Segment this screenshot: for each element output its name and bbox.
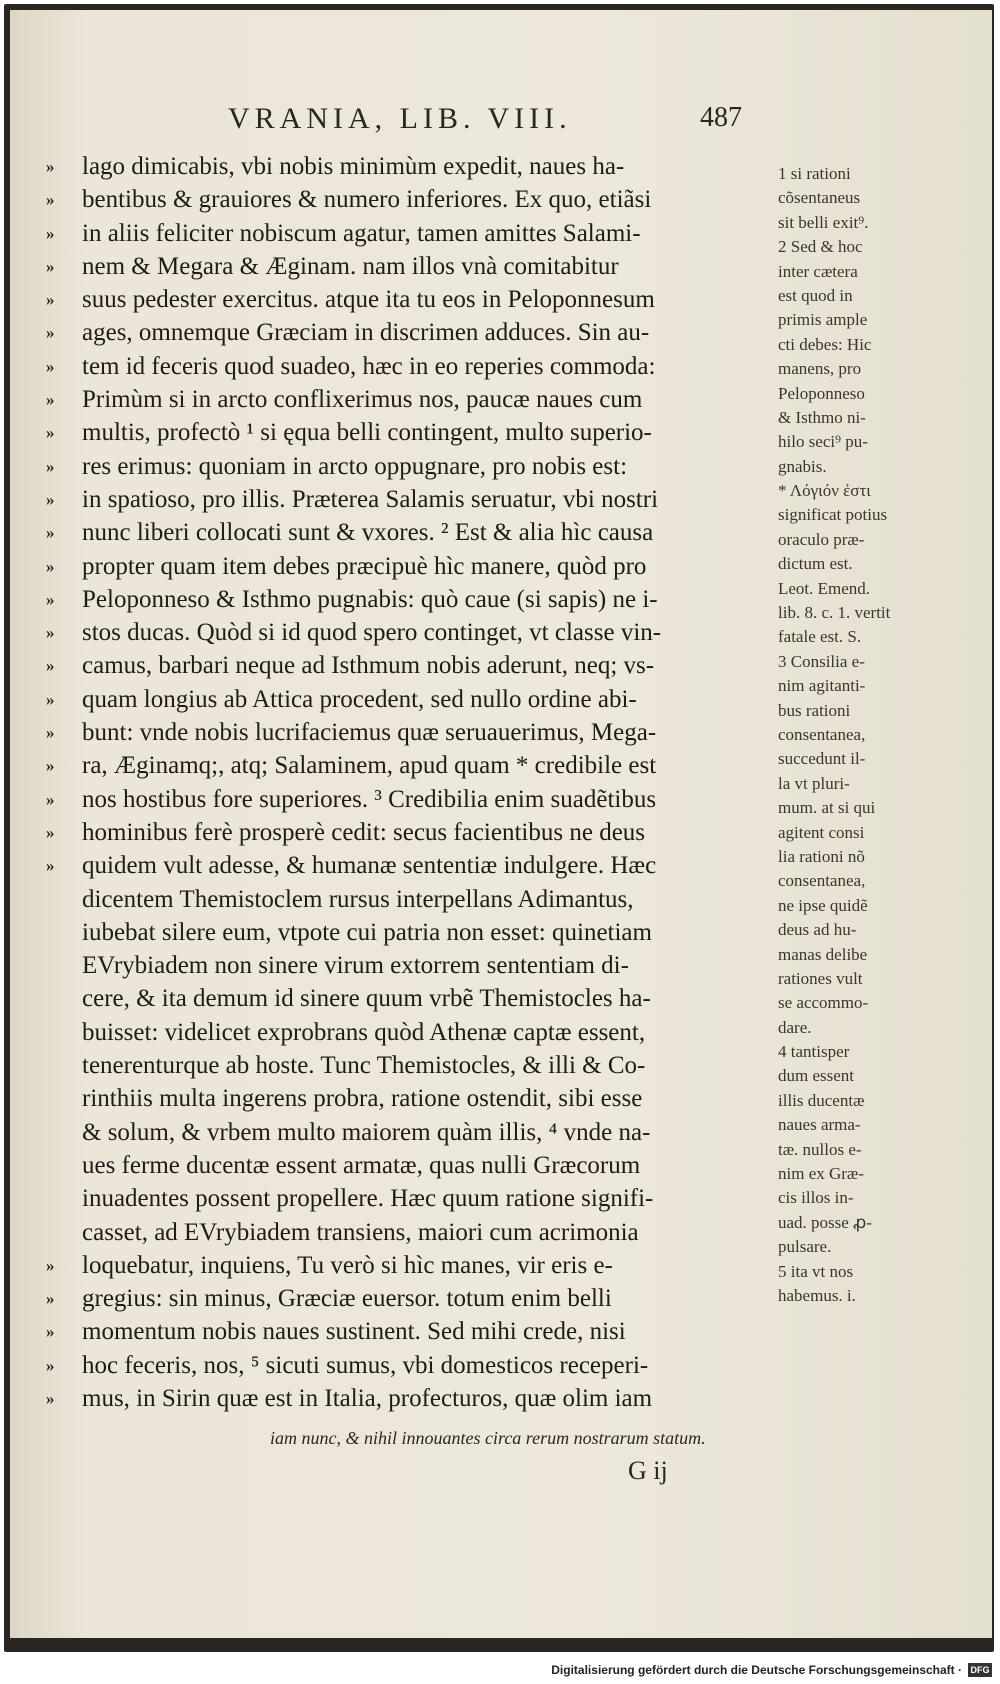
page-number: 487 [700,102,742,133]
marginal-note-line: cõsentaneus [778,188,861,208]
marginal-note-line: 4 tantisper [778,1042,850,1062]
text-line: multis, profectò ¹ si ęqua belli contingent, multo superio- [82,419,652,447]
quotation-mark [46,916,76,949]
dfg-logo-icon: DFG [968,1663,992,1677]
text-line: bunt: vnde nobis lucrifaciemus quæ seruauerimus, Mega- [82,719,657,747]
text-line: gregius: sin minus, Græciæ euersor. totum enim belli [82,1285,612,1313]
quotation-mark [46,949,76,982]
text-line: EVrybiadem non sinere virum extorrem sententiam di- [82,952,629,980]
text-line: propter quam item debes præcipuè hìc manere, quòd pro [82,552,647,580]
quotation-mark: » [46,1355,55,1375]
text-line: nem & Megara & Æginam. nam illos vnà comitabitur [82,252,619,280]
marginal-note-line: fatale est. S. [778,627,862,647]
text-line: ages, omnemque Græciam in discrimen adduces. Sin au- [82,319,650,347]
text-line: Peloponneso & Isthmo pugnabis: quò caue (si sapis) ne i- [82,585,658,613]
quotation-marks-column [46,150,76,1415]
marginal-note-line: sit belli exit⁹. [778,212,869,232]
marginal-note-line: habemus. i. [778,1285,856,1305]
quotation-mark: » [46,623,55,643]
quotation-mark [46,1049,76,1082]
quotation-mark [46,982,76,1015]
marginal-note-line: illis ducentæ [778,1090,865,1110]
text-line: res erimus: quoniam in arcto oppugnare, pro nobis est: [82,452,628,480]
text-line: suus pedester exercitus. atque ita tu eos in Peloponnesum [82,286,655,314]
text-line: stos ducas. Quòd si id quod spero continget, vt classe vin- [82,619,662,647]
quotation-mark [46,1182,76,1215]
marginal-note-line: & Isthmo ni- [778,407,866,427]
quotation-mark: » [46,589,55,609]
marginal-note-line: Peloponneso [778,383,865,403]
quotation-mark [46,1116,76,1149]
marginal-note-line: 3 Consilia e- [778,651,865,671]
marginal-note-line: pulsare. [778,1237,832,1257]
marginal-note-line: significat potius [778,505,888,525]
marginal-note-line: cis illos in- [778,1188,854,1208]
quotation-mark: » [46,390,55,410]
text-line: mus, in Sirin quæ est in Italia, profecturos, quæ olim iam [82,1384,653,1412]
quotation-mark: » [46,689,55,709]
running-head [10,102,992,142]
quotation-mark: » [46,157,55,176]
marginal-note-line: Leot. Emend. [778,578,871,598]
text-line: iubebat silere eum, vtpote cui patria non esset: quinetiam [82,918,652,946]
text-line: cere, & ita demum id sinere quum vrbẽ Themistocles ha- [82,985,651,1013]
quotation-mark: » [46,423,55,443]
quotation-mark: » [46,656,55,676]
marginal-note-line: ne ipse quidẽ [778,895,868,915]
page-scan [4,4,994,1652]
marginal-note-line: uad. posse ꝓ- [778,1212,872,1232]
text-line: hoc feceris, nos, ⁵ sicuti sumus, vbi domesticos receperi- [82,1351,649,1379]
marginal-note-line: hilo seci⁹ pu- [778,432,868,452]
quotation-mark: » [46,489,55,509]
marginal-note-line: succedunt il- [778,749,866,769]
footer-text: Digitalisierung gefördert durch die Deutsche Forschungsgemeinschaft · [551,1663,962,1677]
marginal-note-line: * Λόγιόν ἐστι [778,481,871,501]
quotation-mark: » [46,822,55,842]
marginal-notes [778,162,926,1308]
marginal-note-line: 2 Sed & hoc [778,237,863,257]
marginal-note-line: deus ad hu- [778,920,857,940]
marginal-note-line: est quod in [778,285,853,305]
marginal-note-line: naues arma- [778,1115,861,1135]
quotation-mark: » [46,856,55,876]
marginal-note-line: consentanea, [778,871,866,891]
quotation-mark [46,1216,76,1249]
quotation-mark: » [46,1255,55,1275]
text-line: nunc liberi collocati sunt & vxores. ² Est & alia hìc causa [82,519,654,547]
text-line: inuadentes possent propellere. Hæc quum ratione signifi- [82,1185,654,1213]
marginal-note-line: mum. at si qui [778,798,876,818]
marginal-note-line: dare. [778,1017,812,1037]
quotation-mark: » [46,356,55,376]
main-text-block [82,150,772,1415]
quotation-mark: » [46,256,55,276]
text-line: nos hostibus fore superiores. ³ Credibilia enim suadẽtibus [82,785,657,813]
marginal-note-line: inter cætera [778,261,858,281]
marginal-note-line: 1 si rationi [778,164,851,183]
text-line: in aliis feliciter nobiscum agatur, tamen amittes Salami- [82,219,641,247]
quotation-mark: » [46,1322,55,1342]
quotation-mark: » [46,556,55,576]
text-line: casset, ad EVrybiadem transiens, maiori cum acrimonia [82,1218,639,1246]
quotation-mark [46,883,76,916]
book-page [10,10,992,1638]
quotation-mark: » [46,323,55,343]
quotation-mark [46,1149,76,1182]
quotation-mark: » [46,756,55,776]
marginal-note-line: se accommo- [778,993,869,1013]
text-line: bentibus & grauiores & numero inferiores. Ex quo, etiãsi [82,186,652,214]
marginal-note-line: nim agitanti- [778,676,866,696]
marginal-note-line: dictum est. [778,554,853,574]
text-line: quidem vult adesse, & humanæ sententiæ indulgere. Hæc [82,852,657,880]
text-line: hominibus ferè prosperè cedit: secus facientibus ne deus [82,818,646,846]
marginal-note-line: lia rationi nõ [778,846,865,866]
text-line: quam longius ab Attica procedent, sed nullo ordine abi- [82,685,637,713]
text-line: Primùm si in arcto conflixerimus nos, paucæ naues cum [82,386,643,414]
quotation-mark: » [46,1388,55,1408]
text-line: momentum nobis naues sustinent. Sed mihi crede, nisi [82,1318,626,1346]
running-title: VRANIA, LIB. VIII. [228,102,572,135]
quotation-mark: » [46,290,55,310]
footnote: iam nunc, & nihil innouantes circa rerum nostrarum statum. [270,1428,706,1448]
marginal-note-line: manas delibe [778,944,868,964]
marginal-note-line: 5 ita vt nos [778,1261,854,1281]
marginal-note-line: cti debes: Hic [778,334,872,354]
marginal-note-line: rationes vult [778,968,863,988]
footer [551,1660,992,1680]
marginal-note-line: consentanea, [778,724,866,744]
text-line: ra, Æginamq;, atq; Salaminem, apud quam * credibile est [82,752,657,780]
text-line: lago dimicabis, vbi nobis minimùm expedit, naues ha- [82,153,625,180]
quotation-mark: » [46,190,55,210]
text-line: dicentem Themistoclem rursus interpellans Adimantus, [82,885,634,913]
text-line: buisset: videlicet exprobrans quòd Athenæ captæ essent, [82,1018,646,1046]
text-line: tenerenturque ab hoste. Tunc Themistocles, & illi & Co- [82,1052,646,1080]
quotation-mark: » [46,1289,55,1309]
quotation-mark: » [46,223,55,243]
signature-mark: G ij [628,1456,668,1485]
quotation-mark: » [46,456,55,476]
text-line: in spatioso, pro illis. Præterea Salamis seruatur, vbi nostri [82,485,659,513]
marginal-note-line: la vt pluri- [778,773,850,793]
marginal-note-line: agitent consi [778,822,865,842]
quotation-mark: » [46,723,55,743]
marginal-note-line: bus rationi [778,700,851,720]
marginal-note-line: dum essent [778,1066,855,1086]
text-line: loquebatur, inquiens, Tu verò si hìc manes, vir eris e- [82,1251,613,1279]
marginal-note-line: manens, pro [778,359,862,379]
marginal-note-line: gnabis. [778,456,827,476]
marginal-note-line: primis ample [778,310,868,330]
marginal-note-line: tæ. nullos e- [778,1139,862,1159]
text-line: camus, barbari neque ad Isthmum nobis aderunt, neq; vs- [82,652,655,680]
marginal-note-line: oraculo præ- [778,529,865,549]
text-line: ues ferme ducentæ essent armatæ, quas nulli Græcorum [82,1151,641,1179]
text-line: tem id feceris quod suadeo, hæc in eo reperies commoda: [82,352,656,380]
marginal-note-line: nim ex Græ- [778,1164,864,1184]
marginal-note-line: lib. 8. c. 1. vertit [778,603,891,623]
text-line: & solum, & vrbem multo maiorem quàm illis, ⁴ vnde na- [82,1118,651,1146]
text-line: rinthiis multa ingerens probra, ratione ostendit, sibi esse [82,1085,643,1113]
quotation-mark [46,1016,76,1049]
quotation-mark: » [46,523,55,543]
quotation-mark [46,1082,76,1115]
quotation-mark: » [46,789,55,809]
